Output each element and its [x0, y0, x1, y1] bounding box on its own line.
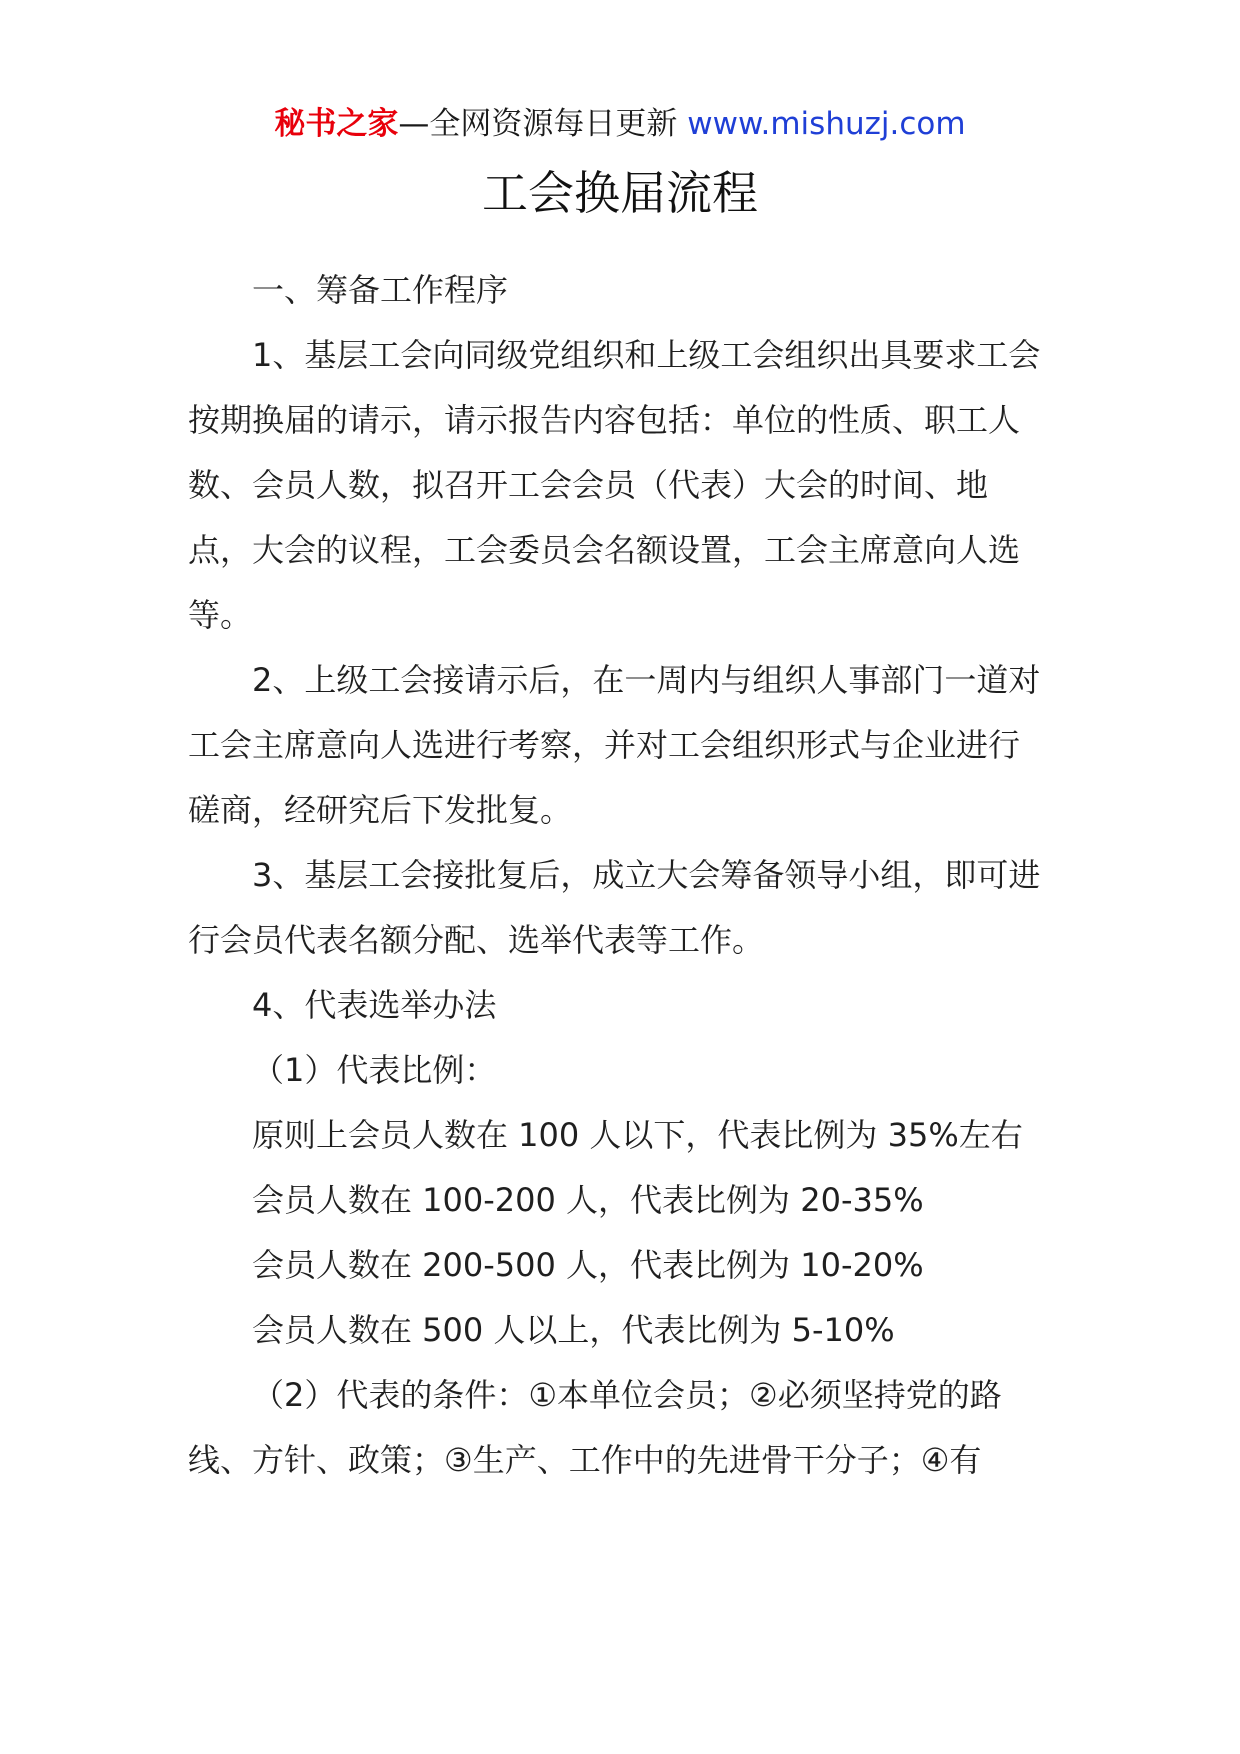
paragraph: 3、基层工会接批复后，成立大会筹备领导小组，即可进行会员代表名额分配、选举代表等工作。: [188, 856, 1041, 959]
site-header: [0, 98, 1240, 150]
document-body: [188, 258, 1050, 1493]
document-title: 工会换届流程: [482, 166, 758, 220]
ratio-line: 原则上会员人数在 100 人以下，代表比例为 35%左右: [252, 1116, 1023, 1154]
paragraph: 1、基层工会向同级党组织和上级工会组织出具要求工会按期换届的请示，请示报告内容包括：单位的性质、职工人数、会员人数，拟召开工会会员（代表）大会的时间、地点，大会的议程，工会委员会名额设置，工会主席意向人选等。: [188, 336, 1041, 634]
brand-name: 秘书之家: [274, 106, 399, 142]
paragraph: 2、上级工会接请示后，在一周内与组织人事部门一道对工会主席意向人选进行考察，并对工会组织形式与企业进行磋商，经研究后下发批复。: [188, 661, 1041, 829]
ratio-line: 会员人数在 500 人以上，代表比例为 5-10%: [252, 1311, 895, 1349]
paragraph: 4、代表选举办法: [252, 986, 497, 1024]
site-url[interactable]: www.mishuzj.com: [687, 106, 966, 142]
ratio-line: 会员人数在 100-200 人，代表比例为 20-35%: [252, 1181, 924, 1219]
paragraph: （1）代表比例：: [252, 1051, 497, 1089]
section-heading: 一、筹备工作程序: [252, 271, 509, 309]
header-tagline: —全网资源每日更新: [398, 106, 678, 142]
paragraph: （2）代表的条件：①本单位会员；②必须坚持党的路线、方针、政策；③生产、工作中的先进骨干分子；④有: [188, 1376, 1002, 1479]
ratio-line: 会员人数在 200-500 人，代表比例为 10-20%: [252, 1246, 924, 1284]
